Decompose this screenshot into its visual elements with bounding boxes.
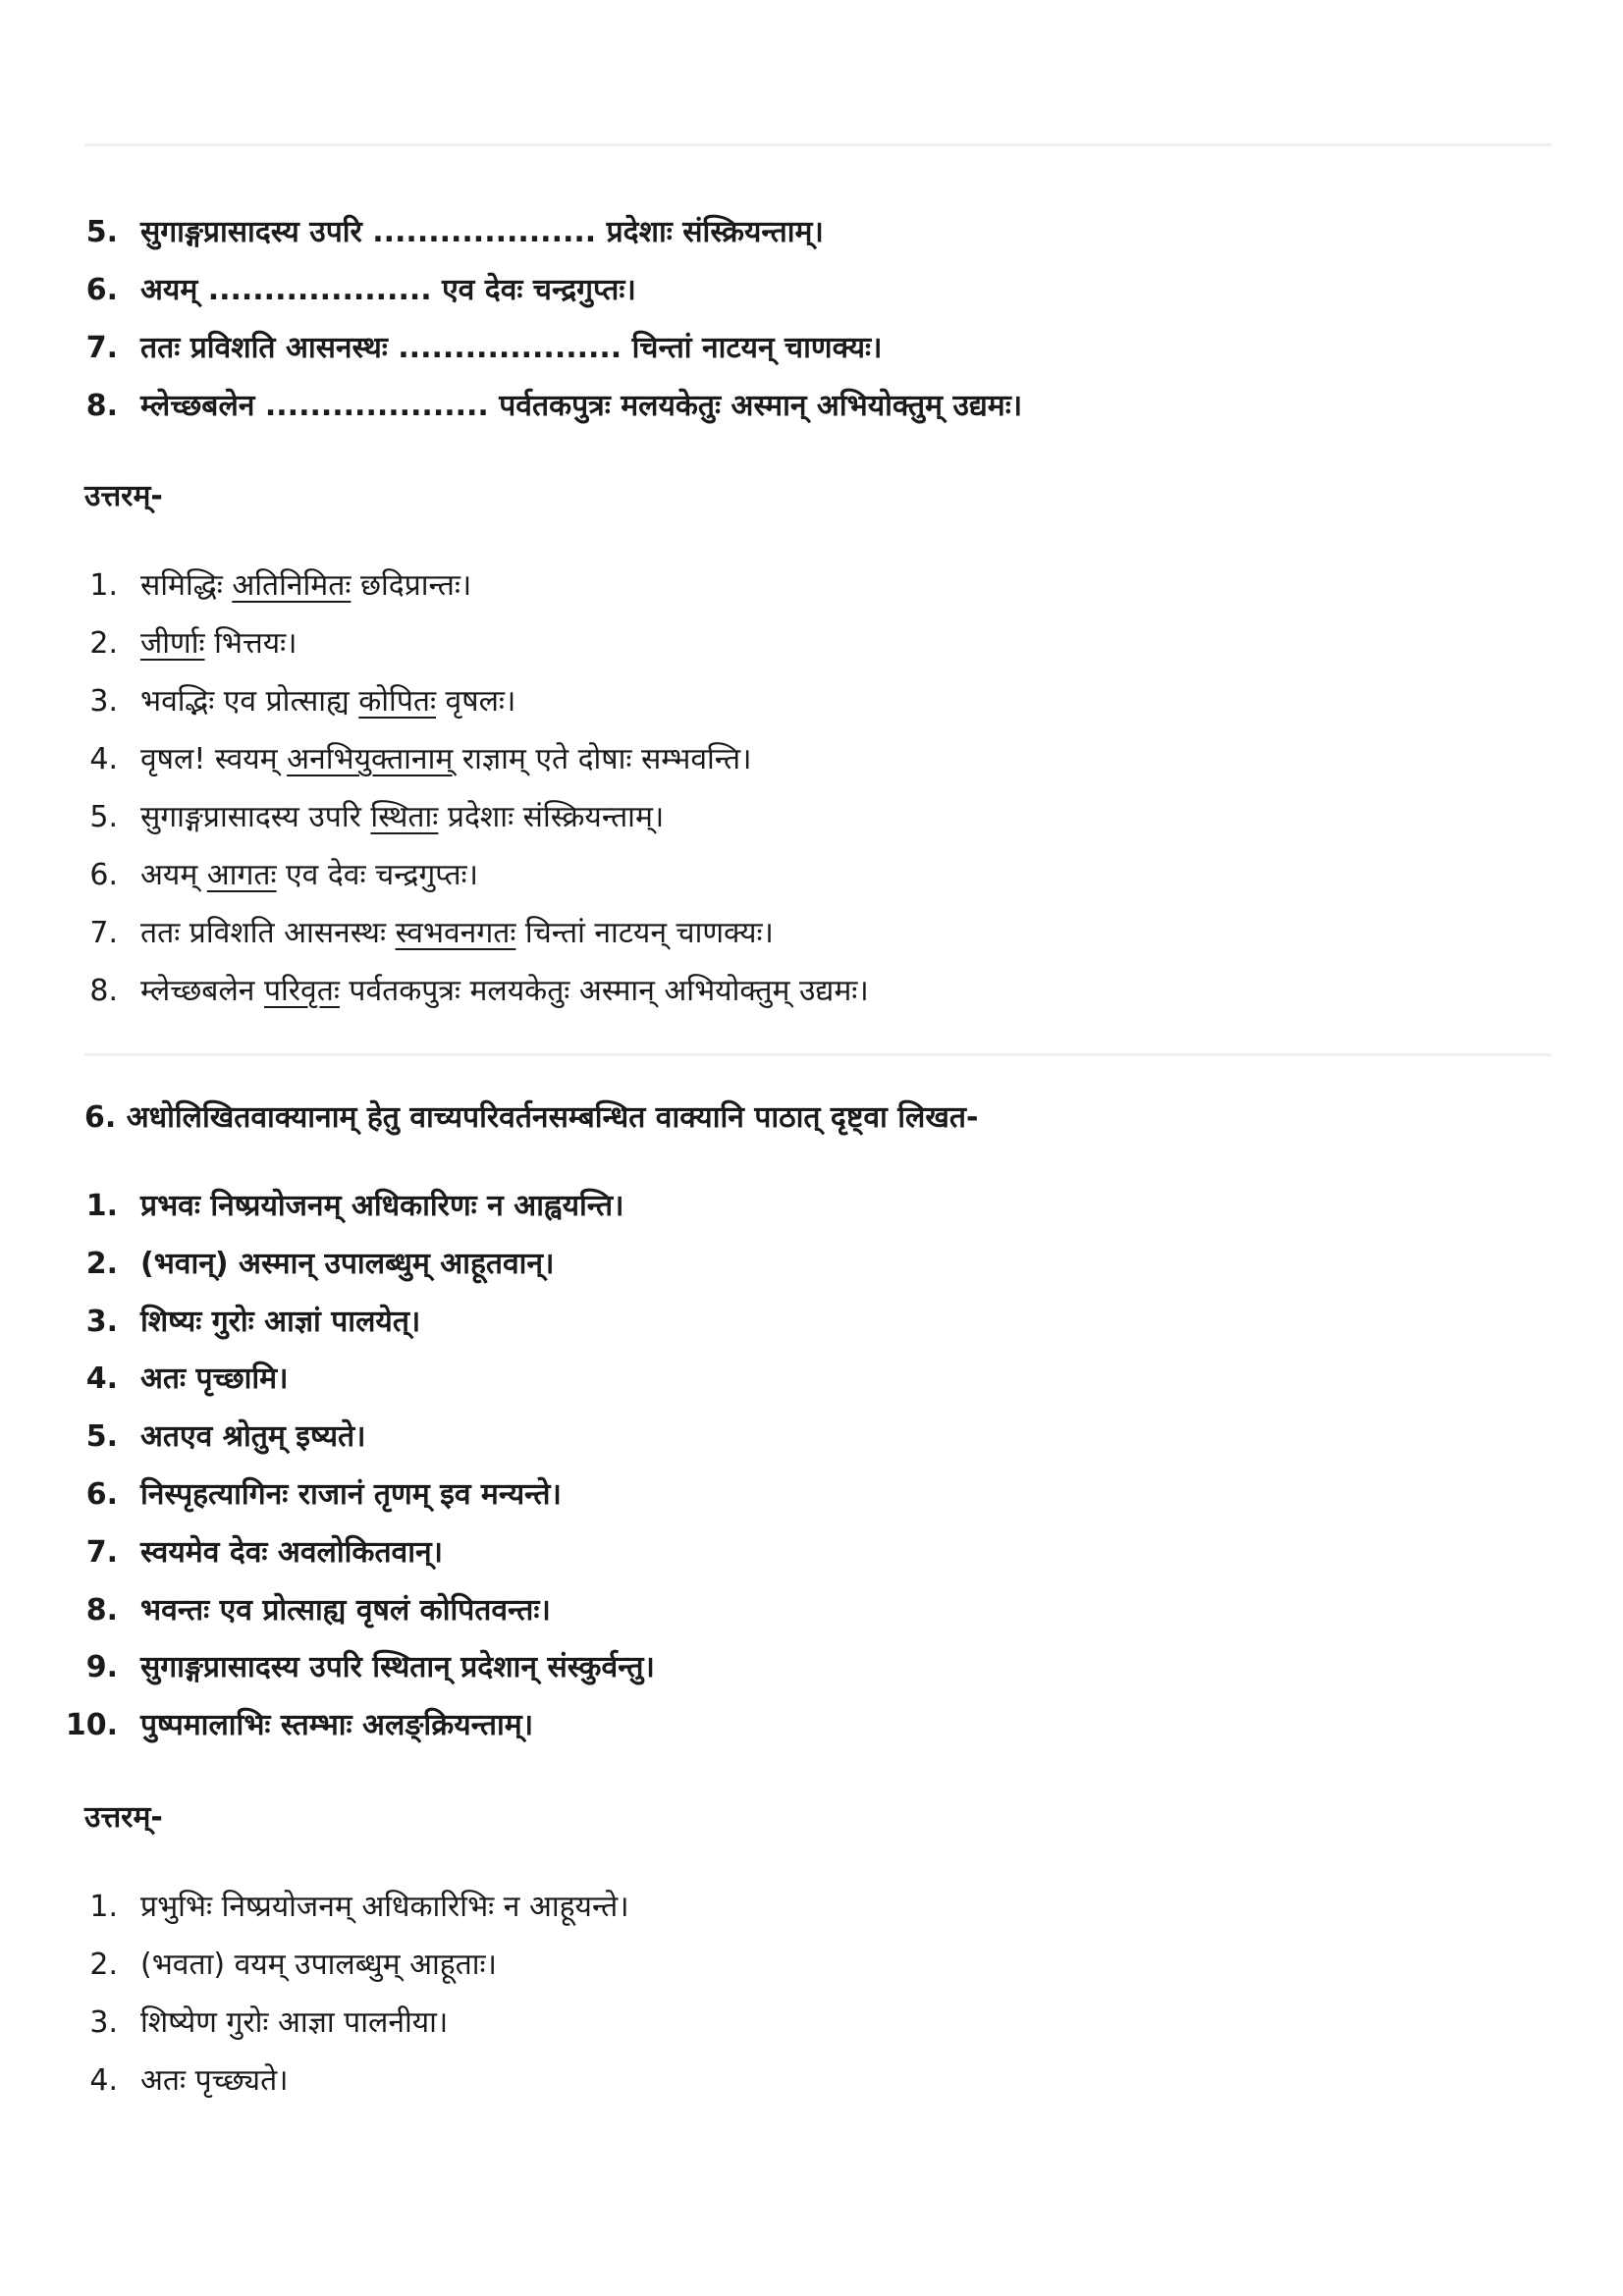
divider (84, 1053, 1551, 1056)
answer-suffix: राज्ञाम् एते दोषाः सम्भवन्ति। (453, 742, 752, 776)
underlined-answer: आगतः (206, 858, 277, 892)
item-text (140, 798, 664, 837)
underlined-answer: परिवृतः (263, 974, 340, 1008)
item-text: ततः प्रविशति आसनस्थः .................... चिन्तां नाटयन् चाणक्यः। (140, 331, 883, 365)
item-text: प्रभुभिः निष्प्रयोजनम् अधिकारिभिः न आहूयन्ते। (140, 1890, 629, 1924)
section6-heading: 6. अधोलिखितवाक्यानाम् हेतु वाच्यपरिवर्तनसम्बन्धित वाक्यानि पाठात् दृष्ट्वा लिखत- (84, 1100, 979, 1135)
item-text: म्लेच्छबलेन .................... पर्वतकपुत्रः मलयकेतुः अस्मान् अभियोक्तुम् उद्यमः। (140, 389, 1023, 423)
item-number: 4. (89, 742, 118, 776)
item-number: 4. (89, 2063, 118, 2098)
item-number: 6. (85, 1477, 118, 1512)
answer-prefix: वृषल! स्वयम् (140, 742, 288, 776)
underlined-answer: अनभियुक्तानाम् (287, 742, 454, 776)
answer-suffix: चिन्तां नाटयन् चाणक्यः। (515, 916, 774, 950)
answer-suffix: प्रदेशाः संस्क्रियन्ताम्। (438, 800, 665, 834)
item-number: 8. (89, 974, 118, 1008)
item-text: (भवान्) अस्मान् उपालब्धुम् आहूतवान्। (140, 1246, 555, 1281)
answer-suffix: छदिप्रान्तः। (351, 568, 472, 603)
item-text (140, 972, 869, 1011)
item-text (140, 740, 752, 779)
item-number: 5. (85, 1419, 118, 1455)
item-number: 8. (85, 1592, 118, 1628)
item-text: शिष्येण गुरोः आज्ञा पालनीया। (140, 2005, 449, 2040)
item-number: 3. (85, 1304, 118, 1339)
answer-label: उत्तरम्- (84, 479, 163, 513)
underlined-answer: जीर्णाः (140, 626, 205, 661)
answer-prefix: भवद्भिः एव प्रोत्साह्य (140, 684, 359, 719)
item-text (140, 624, 298, 664)
item-text: पुष्पमालाभिः स्तम्भाः अलङ्क्रियन्ताम्। (140, 1708, 534, 1743)
answer-prefix: म्लेच्छबलेन (140, 974, 264, 1008)
answer-prefix: अयम् (140, 858, 207, 892)
item-number: 6. (85, 273, 118, 307)
underlined-answer: अतिनिमितः (232, 568, 352, 603)
item-text: सुगाङ्गप्रासादस्य उपरि स्थितान् प्रदेशान् संस्कुर्वन्तु। (140, 1650, 655, 1685)
item-text: भवन्तः एव प्रोत्साह्य वृषलं कोपितवन्तः। (140, 1592, 551, 1628)
item-number: 10. (65, 1708, 118, 1743)
answer-suffix: एव देवः चन्द्रगुप्तः। (276, 858, 478, 892)
item-text (140, 682, 515, 721)
item-text: अयम् .................... एव देवः चन्द्रगुप्तः। (140, 273, 636, 307)
underlined-answer: कोपितः (358, 684, 437, 719)
item-number: 3. (89, 2005, 118, 2040)
item-text: अतएव श्रोतुम् इष्यते। (140, 1419, 366, 1455)
item-number: 1. (89, 1890, 118, 1924)
item-text (140, 856, 478, 895)
answer-prefix: सुगाङ्गप्रासादस्य उपरि (140, 800, 371, 834)
item-number: 4. (85, 1362, 118, 1397)
item-number: 2. (89, 626, 118, 661)
item-text (140, 566, 471, 606)
item-text: प्रभवः निष्प्रयोजनम् अधिकारिणः न आह्वयन्ति। (140, 1189, 624, 1223)
answer-suffix: वृषलः। (436, 684, 516, 719)
item-number: 7. (89, 916, 118, 950)
answer-prefix: ततः प्रविशति आसनस्थः (140, 916, 396, 950)
answer-suffix: भित्तयः। (204, 626, 298, 661)
item-number: 5. (89, 800, 118, 834)
divider (84, 143, 1551, 146)
item-text (140, 914, 774, 953)
item-text: (भवता) वयम् उपालब्धुम् आहूताः। (140, 1948, 497, 1982)
answer-prefix: समिद्धिः (140, 568, 233, 603)
item-number: 1. (89, 568, 118, 603)
item-text: स्वयमेव देवः अवलोकितवान्। (140, 1534, 444, 1570)
item-number: 2. (89, 1948, 118, 1982)
item-number: 7. (85, 331, 118, 365)
item-number: 3. (89, 684, 118, 719)
item-number: 6. (89, 858, 118, 892)
item-text: अतः पृच्छ्यते। (140, 2063, 289, 2098)
answer-label: उत्तरम्- (84, 1800, 163, 1835)
answer-suffix: पर्वतकपुत्रः मलयकेतुः अस्मान् अभियोक्तुम् उद्यमः। (339, 974, 869, 1008)
item-number: 8. (85, 389, 118, 423)
underlined-answer: स्थिताः (370, 800, 439, 834)
item-text: शिष्यः गुरोः आज्ञां पालयेत्। (140, 1304, 421, 1339)
item-number: 1. (85, 1189, 118, 1223)
item-text: अतः पृच्छामि। (140, 1362, 289, 1397)
item-number: 9. (85, 1650, 118, 1685)
item-text: सुगाङ्गप्रासादस्य उपरि .................... प्रदेशाः संस्क्रियन्ताम्। (140, 215, 824, 249)
item-text: निस्पृहत्यागिनः राजानं तृणम् इव मन्यन्ते। (140, 1477, 562, 1512)
item-number: 7. (85, 1534, 118, 1570)
item-number: 5. (85, 215, 118, 249)
item-number: 2. (85, 1246, 118, 1281)
underlined-answer: स्वभवनगतः (395, 916, 516, 950)
